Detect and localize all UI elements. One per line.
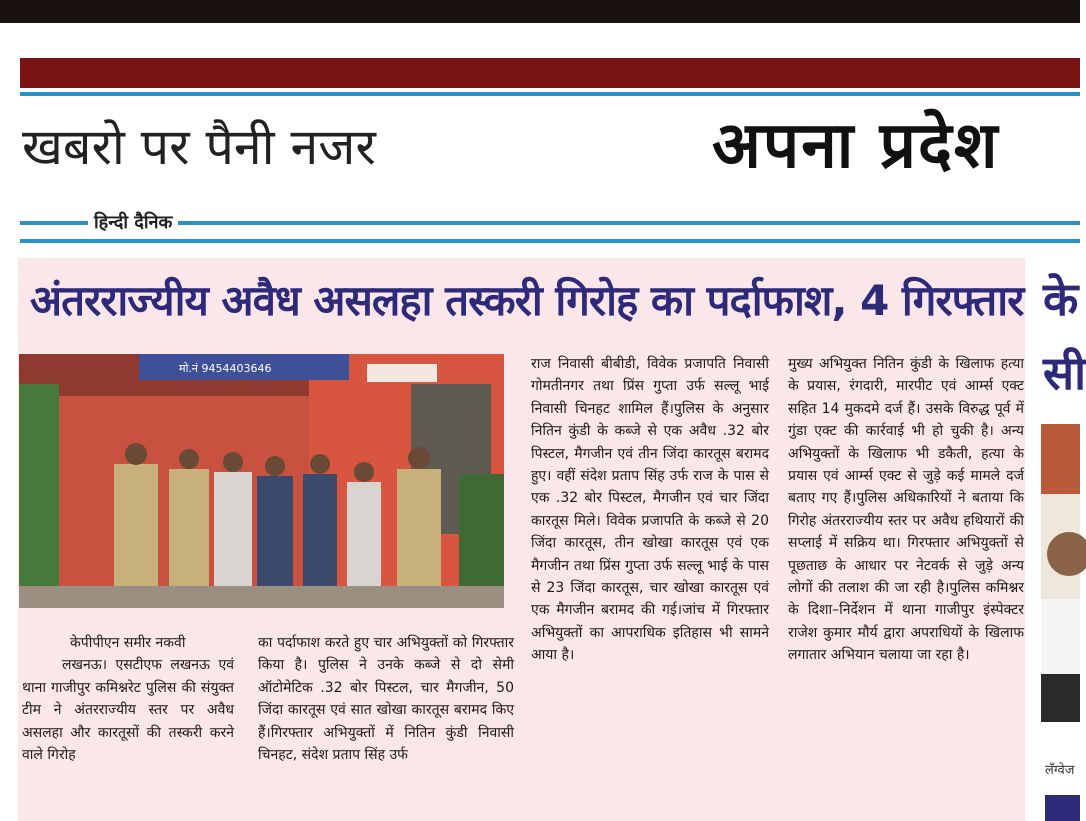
side-headline-line-1: के [1043,272,1079,326]
side-story-headline [1043,262,1086,410]
masthead-lower-rule [20,221,1080,225]
article-photo [19,354,504,608]
article-body-text: का पर्दाफाश करते हुए चार अभियुक्तों को गिरफ्तार किया है। पुलिस ने उनके कब्जे से दो सेमी ऑटोमेटिक .32 बोर पिस्टल, चार मैगजीन, 50 जिंदा कारतूस एवं सात खोखा कारतूस बरामद किए हैं।गिरफ्तार अभियुक्तों में नितिन कुंडी निवासी चिनहट, संदेश प्रताप सिंह उर्फ [258,635,514,764]
daily-label: हिन्दी दैनिक [88,210,178,236]
photo-sign-text: मो.नं 9454403646 [179,362,272,375]
masthead-bottom-rule [20,239,1080,243]
side-headline-line-2: सी [1043,346,1086,400]
side-story-caption: लँग्वेज [1045,763,1075,778]
article-body-text: मुख्य अभियुक्त नितिन कुंडी के खिलाफ हत्या के प्रयास, रंगदारी, मारपीट एवं आर्म्स एक्ट सहित 14 मुकदमे दर्ज हैं। उसके विरुद्ध पूर्व में गुंडा एक्ट की कार्रवाई भी हो चुकी है। अन्य अभियुक्तों के खिलाफ भी डकैती, हत्या के प्रयास एवं आर्म्स एक्ट से जुड़े कई मामले दर्ज बताए गए हैं।पुलिस अधिकारियों ने बताया कि गिरोह अंतरराज्यीय स्तर पर अवैध हथियारों की सप्लाई में सक्रिय था। गिरफ्तार अभियुक्तों से पूछताछ के आधार पर नेटवर्क से जुड़े अन्य लोगों की तलाश की जा रही है।पुलिस कमिश्नर के दिशा–निर्देशन में थाना गाजीपुर इंस्पेक्टर राजेश कुमार मौर्य द्वारा अपराधियों के खिलाफ लगातार अभियान चलाया जा रहा है। [788,356,1024,664]
side-story-photo [1041,424,1080,722]
article-headline: अंतरराज्यीय अवैध असलहा तस्करी गिरोह का पर्दाफाश, 4 गिरफ्तार [30,276,1024,325]
article-body-text: राज निवासी बीबीडी, विवेक प्रजापति निवासी गोमतीनगर तथा प्रिंस गुप्ता उर्फ सल्लू भाई निवासी चिनहट शामिल हैं।पुलिस के अनुसार नितिन कुंडी के कब्जे से एक अवैध .32 बोर पिस्टल, मैगजीन एवं तीन जिंदा कारतूस बरामद हुए। वहीं संदेश प्रताप सिंह उर्फ राज के पास से एक .32 बोर पिस्टल, मैगजीन एवं चार जिंदा कारतूस मिले। विवेक प्रजापति के कब्जे से 20 जिंदा कारतूस, तीन खोखा कारतूस एवं एक मैगजीन तथा प्रिंस गुप्ता उर्फ सल्लू भाई के पास से 23 जिंदा कारतूस, चार खोखा कारतूस एवं एक मैगजीन बरामद की गई।जांच में गिरफ्तार अभियुक्तों का आपराधिक इतिहास भी सामने आया है। [531,356,769,664]
newspaper-name: अपना प्रदेश [712,109,1000,183]
masthead-tagline: खबरो पर पैनी नजर [22,118,376,176]
police-group-photo [19,354,504,608]
article-column-3 [531,353,769,667]
byline: केपीपीएन समीर नकवी [70,635,186,651]
top-dark-bar [0,0,1080,23]
article-column-4 [788,353,1024,667]
side-story-next-headline [1045,795,1080,821]
article-column-2 [258,632,514,766]
portrait-photo [1041,424,1080,722]
masthead-blue-rule [20,92,1080,96]
masthead-maroon-band [20,58,1080,88]
article-body-text: लखनऊ। एसटीएफ लखनऊ एवं थाना गाजीपुर कमिश्नरेट पुलिस की संयुक्त टीम ने अंतरराज्यीय स्तर पर अवैध असलहा और कारतूसों की तस्करी करने वाले गिरोह [22,657,234,764]
article-column-1 [22,632,234,766]
